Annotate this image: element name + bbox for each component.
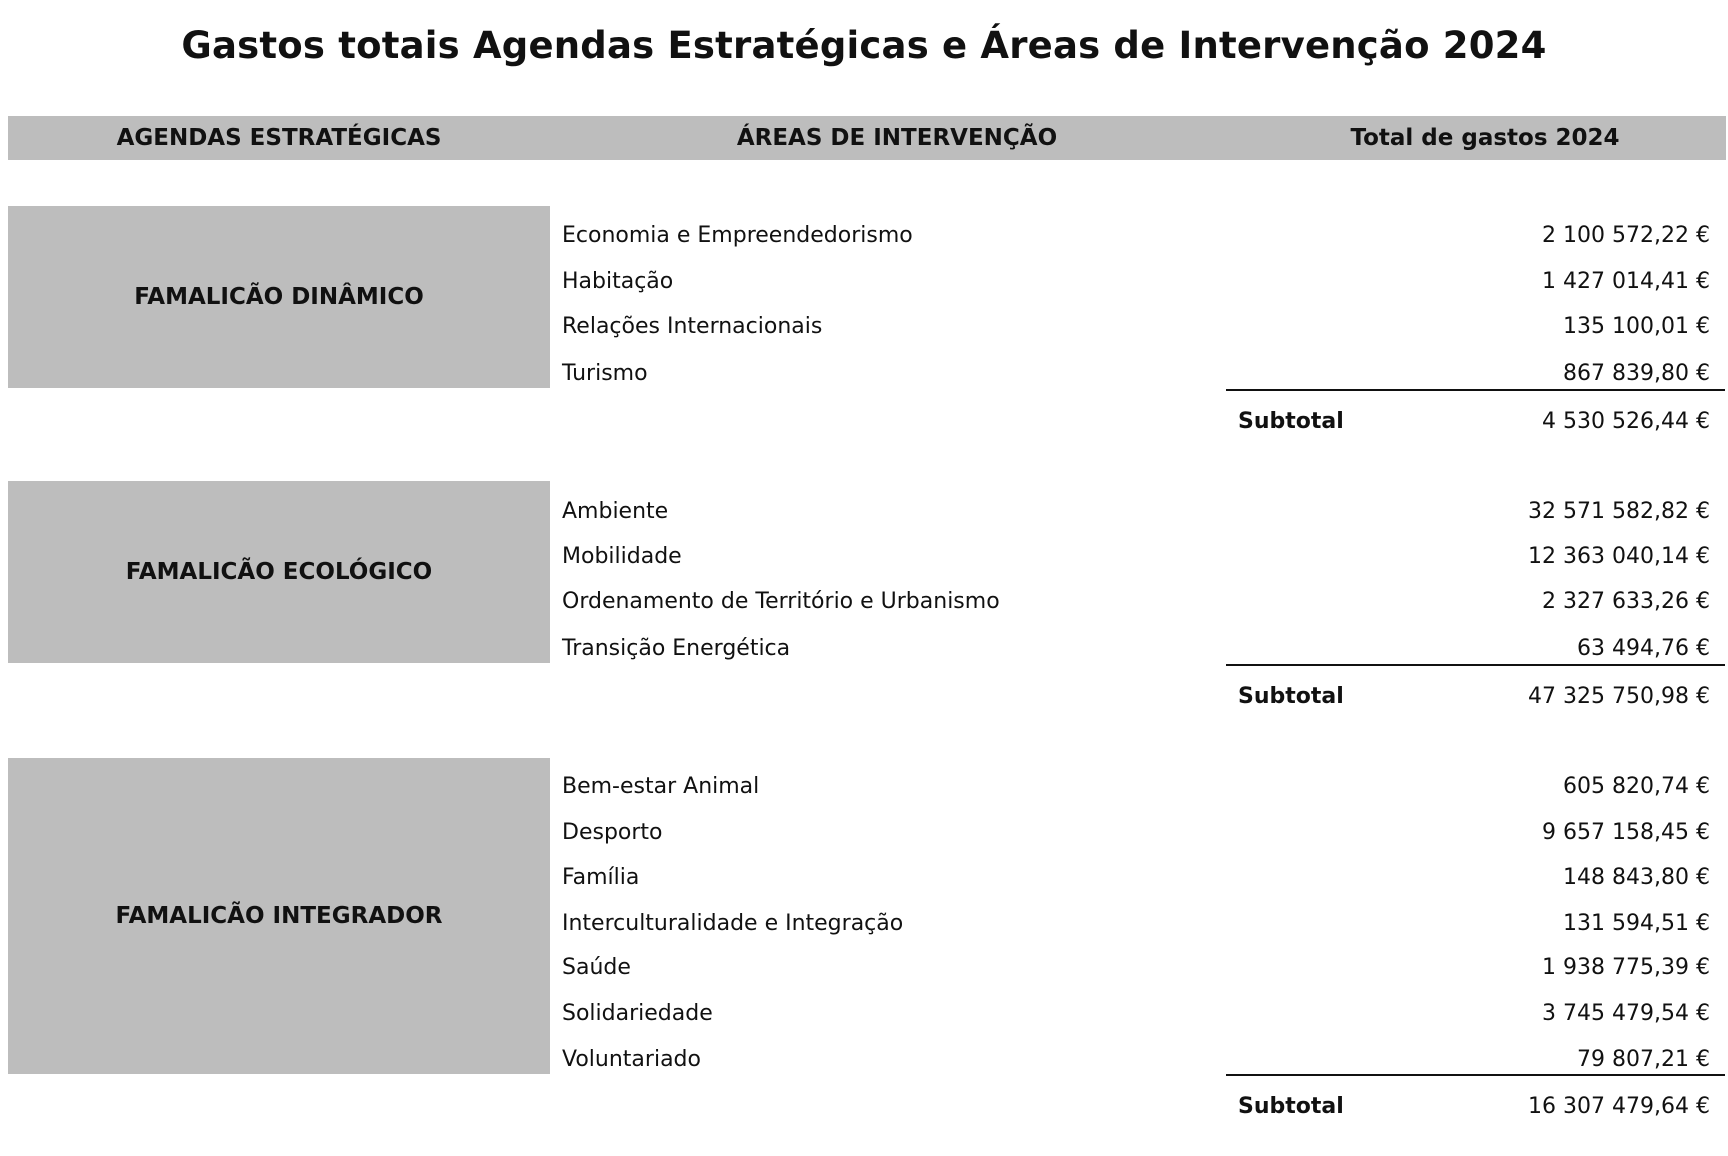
table-row — [0, 580, 1728, 624]
area-value: 867 839,80 € — [1563, 361, 1710, 386]
table-row — [0, 214, 1728, 258]
area-name: Transição Energética — [562, 636, 791, 661]
area-name: Bem-estar Animal — [562, 774, 760, 799]
table-row — [0, 765, 1728, 809]
subtotal-label: Subtotal — [1238, 1094, 1344, 1119]
area-value: 12 363 040,14 € — [1528, 544, 1710, 569]
agenda-block: FAMALICÃO INTEGRADOR — [8, 758, 550, 1074]
header-agendas: AGENDAS ESTRATÉGICAS — [116, 125, 442, 151]
agenda-block: FAMALICÃO DINÂMICO — [8, 206, 550, 388]
subtotal-value: 4 530 526,44 € — [1542, 409, 1710, 434]
area-name: Família — [562, 865, 640, 890]
agenda-block: FAMALICÃO ECOLÓGICO — [8, 481, 550, 663]
table-row — [0, 490, 1728, 534]
subtotal-label: Subtotal — [1238, 409, 1344, 434]
page-title: Gastos totais Agendas Estratégicas e Áreas de Intervenção 2024 — [181, 24, 1547, 67]
table-row — [0, 535, 1728, 579]
subtotal-value: 47 325 750,98 € — [1528, 684, 1710, 709]
area-name: Solidariedade — [562, 1001, 713, 1026]
subtotal-rule — [1226, 389, 1725, 391]
header-areas: ÁREAS DE INTERVENÇÃO — [736, 125, 1058, 151]
area-value: 135 100,01 € — [1563, 314, 1710, 339]
area-value: 1 938 775,39 € — [1542, 955, 1710, 980]
area-value: 2 100 572,22 € — [1542, 223, 1710, 248]
subtotal-label: Subtotal — [1238, 684, 1344, 709]
area-name: Economia e Empreendedorismo — [562, 223, 913, 248]
subtotal-value: 16 307 479,64 € — [1528, 1094, 1710, 1119]
area-value: 32 571 582,82 € — [1528, 499, 1710, 524]
table-row — [0, 902, 1728, 946]
area-value: 605 820,74 € — [1563, 774, 1710, 799]
area-name: Saúde — [562, 955, 631, 980]
subtotal-row — [0, 675, 1728, 719]
area-name: Relações Internacionais — [562, 314, 823, 339]
subtotal-rule — [1226, 1074, 1725, 1076]
area-value: 2 327 633,26 € — [1542, 589, 1710, 614]
subtotal-row — [0, 400, 1728, 444]
area-value: 1 427 014,41 € — [1542, 269, 1710, 294]
area-name: Desporto — [562, 820, 663, 845]
subtotal-rule — [1226, 664, 1725, 666]
area-name: Turismo — [562, 361, 648, 386]
area-name: Ordenamento de Território e Urbanismo — [562, 589, 1000, 614]
table-header — [8, 116, 1726, 160]
area-name: Mobilidade — [562, 544, 682, 569]
table-row — [0, 992, 1728, 1036]
area-name: Ambiente — [562, 499, 669, 524]
header-total: Total de gastos 2024 — [1350, 125, 1620, 151]
area-value: 131 594,51 € — [1563, 911, 1710, 936]
table-row — [0, 305, 1728, 349]
area-name: Interculturalidade e Integração — [562, 911, 904, 936]
subtotal-row — [0, 1085, 1728, 1129]
area-value: 9 657 158,45 € — [1542, 820, 1710, 845]
table-row — [0, 260, 1728, 304]
area-value: 148 843,80 € — [1563, 865, 1710, 890]
area-value: 63 494,76 € — [1577, 636, 1710, 661]
area-value: 3 745 479,54 € — [1542, 1001, 1710, 1026]
area-name: Habitação — [562, 269, 674, 294]
table-row — [0, 811, 1728, 855]
area-value: 79 807,21 € — [1577, 1047, 1710, 1072]
table-row — [0, 856, 1728, 900]
area-name: Voluntariado — [562, 1047, 701, 1072]
table-row — [0, 946, 1728, 990]
